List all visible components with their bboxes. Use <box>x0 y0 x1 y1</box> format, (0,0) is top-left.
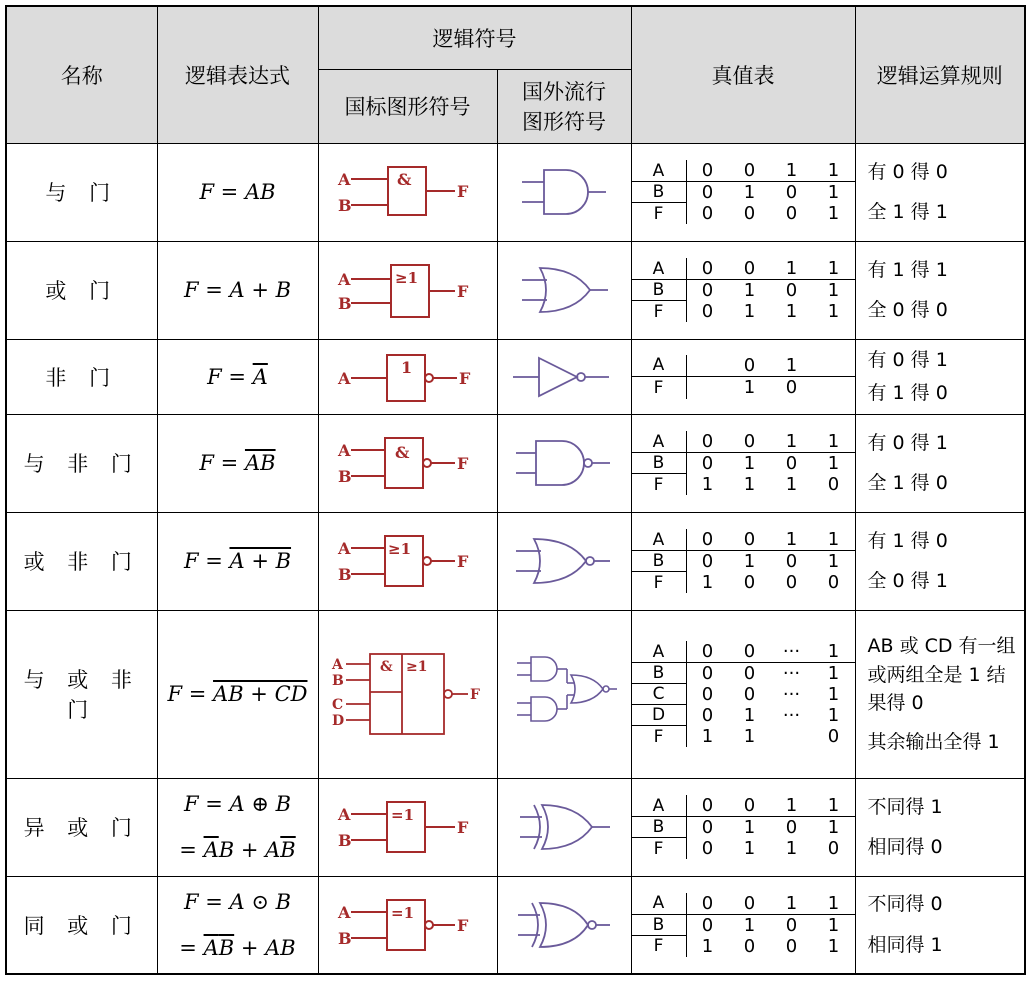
symbol-label: A <box>331 657 343 673</box>
truth-value: 1 <box>743 726 756 747</box>
xor-gate-gb-icon <box>333 792 483 862</box>
gb-symbol-xnor <box>318 876 497 974</box>
truth-value: 0 <box>785 551 798 572</box>
expression-part: + AB <box>234 935 296 960</box>
truth-value: 1 <box>771 431 813 453</box>
truth-label: F <box>632 377 687 399</box>
truth-value: 1 <box>785 474 798 495</box>
expression-part: A + B <box>229 549 292 573</box>
truth-table <box>631 778 855 876</box>
truth-label: B <box>632 817 687 838</box>
truth-value: 0 <box>701 838 714 859</box>
intl-symbol-xnor <box>497 876 631 974</box>
truth-value: 1 <box>701 726 714 747</box>
expression-part <box>158 925 318 971</box>
truth-value: 1 <box>813 893 855 915</box>
expression-part <box>158 827 318 873</box>
symbol-label: C <box>331 697 343 713</box>
truth-grid <box>632 795 855 859</box>
expression-part: F = <box>199 451 245 475</box>
truth-value: 1 <box>813 795 855 817</box>
truth-value: 0 <box>743 935 756 957</box>
rule-line: 全 1 得 1 <box>867 201 948 223</box>
row-not <box>6 339 1025 414</box>
truth-value: 1 <box>813 160 855 182</box>
truth-value: 1 <box>743 551 756 572</box>
not-gate-intl-icon <box>509 352 619 402</box>
truth-value: 1 <box>813 258 855 280</box>
truth-value: 1 <box>827 301 840 322</box>
truth-value: 0 <box>785 377 798 398</box>
truth-value: 1 <box>827 914 840 936</box>
symbol-label: A <box>337 441 350 460</box>
symbol-label: & <box>379 659 393 675</box>
rule-line: 不同得 0 <box>867 893 943 916</box>
truth-value: 1 <box>771 258 813 280</box>
or-gate-gb-icon <box>333 255 483 325</box>
truth-value: 1 <box>743 182 756 203</box>
gate-expression <box>157 610 318 778</box>
header-name: 名称 <box>6 6 157 143</box>
symbol-label: B <box>337 831 352 850</box>
symbol-label: B <box>337 565 352 584</box>
gate-expression: F = AB <box>157 143 318 241</box>
truth-value: 0 <box>785 182 798 203</box>
truth-grid <box>632 529 855 593</box>
header-truth: 真值表 <box>631 6 855 143</box>
truth-value: 0 <box>827 474 840 495</box>
symbol-label: 1 <box>400 357 412 377</box>
truth-label: C <box>632 684 687 705</box>
gb-symbol-nor <box>318 512 497 610</box>
expression-part: $\overline{B}$ <box>218 935 235 960</box>
truth-value: 1 <box>827 551 840 572</box>
xnor-gate-gb-icon <box>333 890 483 960</box>
gate-expression <box>157 414 318 512</box>
truth-value: 1 <box>743 705 756 726</box>
rule-line: AB 或 CD 有一组或两组全是 1 结果得 0 <box>867 635 1016 714</box>
truth-value: 1 <box>771 160 813 182</box>
truth-grid <box>632 641 855 747</box>
expression-part: F = <box>183 549 230 573</box>
expression-part: $\overline{A}$ <box>203 935 219 960</box>
row-xnor <box>6 876 1025 974</box>
truth-label: A <box>632 355 687 377</box>
truth-value <box>687 377 729 399</box>
gb-symbol-or <box>318 241 497 339</box>
truth-value: 1 <box>827 705 840 726</box>
truth-value: 0 <box>701 684 714 705</box>
truth-value: 1 <box>743 838 756 859</box>
truth-label: F <box>632 474 687 495</box>
logic-rules <box>855 241 1025 339</box>
truth-value: 0 <box>701 817 714 838</box>
truth-label: B <box>632 663 687 684</box>
aoi-gate-intl-icon <box>509 649 619 739</box>
truth-value: ··· <box>771 641 813 663</box>
truth-value: 1 <box>813 529 855 551</box>
aoi-gate-gb-icon <box>328 644 488 744</box>
symbol-label: ≥1 <box>387 540 411 558</box>
header-intl-line2: 图形符号 <box>522 110 606 134</box>
row-xor <box>6 778 1025 876</box>
truth-value: 1 <box>827 203 840 224</box>
gate-expression <box>157 339 318 414</box>
truth-value: 0 <box>701 914 714 936</box>
and-gate-gb-icon <box>333 157 483 227</box>
gate-name: 与 非 门 <box>6 414 157 512</box>
symbol-label: A <box>337 270 350 289</box>
symbol-label: =1 <box>390 903 414 922</box>
symbol-label: F <box>456 915 468 935</box>
truth-value: 1 <box>743 914 756 936</box>
truth-label: A <box>632 529 687 551</box>
truth-value: 0 <box>701 453 714 474</box>
intl-symbol-nor <box>497 512 631 610</box>
rule-line: 有 1 得 0 <box>867 381 948 404</box>
truth-value: 0 <box>827 572 840 593</box>
truth-label: A <box>632 258 687 280</box>
truth-value: 0 <box>701 280 714 301</box>
symbol-label: B <box>337 467 352 486</box>
truth-grid <box>632 160 855 224</box>
symbol-label: A <box>337 805 350 824</box>
truth-table <box>631 610 855 778</box>
truth-label: F <box>632 301 687 322</box>
rule-line: 有 1 得 0 <box>867 529 948 552</box>
truth-label: A <box>632 641 687 663</box>
truth-value: 0 <box>785 203 798 224</box>
gate-name: 或 非 门 <box>6 512 157 610</box>
expression-part: = <box>179 838 204 862</box>
truth-value: 0 <box>729 795 771 817</box>
intl-symbol-and <box>497 143 631 241</box>
truth-value: 0 <box>827 726 840 747</box>
truth-value: 1 <box>701 474 714 495</box>
symbol-label: B <box>331 673 344 689</box>
truth-value: 0 <box>701 301 714 322</box>
truth-value <box>813 377 855 399</box>
truth-value: 0 <box>687 160 729 182</box>
gate-name: 与 或 非 门 <box>6 610 157 778</box>
and-gate-intl-icon <box>514 162 614 222</box>
truth-value: 1 <box>827 182 840 203</box>
truth-grid <box>632 893 855 957</box>
rule-line: 其余输出全得 1 <box>867 730 1000 753</box>
truth-value: 1 <box>771 529 813 551</box>
truth-value: 0 <box>785 280 798 301</box>
truth-label: F <box>632 936 687 957</box>
symbol-label: F <box>469 687 480 703</box>
intl-symbol-or <box>497 241 631 339</box>
truth-value: 0 <box>729 641 771 663</box>
truth-label: B <box>632 453 687 474</box>
symbol-label: =1 <box>390 806 414 824</box>
truth-label: A <box>632 160 687 182</box>
symbol-label: D <box>331 713 344 729</box>
truth-table <box>631 241 855 339</box>
header-rules: 逻辑运算规则 <box>855 6 1025 143</box>
truth-value: 0 <box>827 838 840 859</box>
header-intl-symbol <box>497 69 631 143</box>
symbol-label: F <box>456 552 468 571</box>
truth-value: 1 <box>743 474 756 495</box>
truth-value: 1 <box>813 641 855 663</box>
logic-rules <box>855 339 1025 414</box>
truth-value: 0 <box>687 893 729 915</box>
truth-grid <box>632 431 855 495</box>
rule-line: 全 0 得 1 <box>867 570 948 592</box>
symbol-label: & <box>394 443 409 462</box>
truth-label: F <box>632 726 687 747</box>
gate-name: 或 门 <box>6 241 157 339</box>
truth-value: 0 <box>701 182 714 203</box>
symbol-label: F <box>456 818 468 837</box>
truth-value: 1 <box>827 684 840 705</box>
logic-rules <box>855 778 1025 876</box>
rule-line: 有 0 得 1 <box>867 349 948 372</box>
gb-symbol-xor <box>318 778 497 876</box>
rule-line: 有 1 得 1 <box>867 258 948 281</box>
truth-value: 1 <box>785 301 798 322</box>
truth-value: 0 <box>687 795 729 817</box>
truth-value <box>687 355 729 377</box>
truth-value: 1 <box>701 572 714 593</box>
gb-symbol-nand <box>318 414 497 512</box>
truth-value: 0 <box>687 258 729 280</box>
truth-value: 0 <box>785 817 798 838</box>
truth-value: 0 <box>729 160 771 182</box>
truth-label: A <box>632 795 687 817</box>
truth-value: 1 <box>827 663 840 684</box>
truth-value: 0 <box>701 663 714 684</box>
truth-value: 1 <box>743 377 756 398</box>
expression-part: $\overline{A}$ <box>252 364 268 389</box>
symbol-label: F <box>456 182 468 201</box>
nand-gate-gb-icon <box>333 428 483 498</box>
rule-line: 全 1 得 0 <box>867 472 948 494</box>
symbol-label: B <box>337 196 352 215</box>
truth-table <box>631 143 855 241</box>
truth-value: 0 <box>743 663 756 684</box>
expression-part: $\overline{B}$ <box>280 838 296 862</box>
nor-gate-gb-icon <box>333 526 483 596</box>
symbol-label: A <box>337 539 350 558</box>
symbol-label: ≥1 <box>394 269 418 287</box>
logic-rules <box>855 610 1025 778</box>
truth-label: B <box>632 182 687 203</box>
truth-label: F <box>632 838 687 859</box>
truth-value: 1 <box>827 453 840 474</box>
truth-grid <box>632 258 855 322</box>
or-gate-intl-icon <box>514 260 614 320</box>
truth-value: 0 <box>785 453 798 474</box>
truth-value: 1 <box>771 893 813 915</box>
row-nand <box>6 414 1025 512</box>
truth-value: 1 <box>813 431 855 453</box>
gate-name: 异 或 门 <box>6 778 157 876</box>
intl-symbol-aoi <box>497 610 631 778</box>
gb-symbol-not <box>318 339 497 414</box>
row-and <box>6 143 1025 241</box>
truth-value: 0 <box>701 551 714 572</box>
gate-name: 非 门 <box>6 339 157 414</box>
logic-rules <box>855 143 1025 241</box>
intl-symbol-not <box>497 339 631 414</box>
truth-value: 1 <box>827 280 840 301</box>
truth-table <box>631 339 855 414</box>
rule-line: 全 0 得 0 <box>867 299 948 321</box>
truth-value: 0 <box>687 529 729 551</box>
rule-line: 相同得 1 <box>867 933 943 956</box>
truth-value: ··· <box>782 684 801 705</box>
intl-symbol-nand <box>497 414 631 512</box>
expression-part: = <box>179 935 204 960</box>
header-symbol: 逻辑符号 <box>318 6 631 69</box>
rule-line: 有 0 得 1 <box>867 431 948 454</box>
truth-value: 1 <box>743 453 756 474</box>
truth-value: 0 <box>743 203 756 224</box>
truth-value <box>771 726 813 747</box>
truth-label: A <box>632 431 687 453</box>
truth-value <box>813 355 855 377</box>
expression-part: AB + CD <box>213 682 308 706</box>
row-or <box>6 241 1025 339</box>
expression-part: F = A ⊙ B <box>183 889 292 914</box>
header-expr: 逻辑表达式 <box>157 6 318 143</box>
rule-line: 不同得 1 <box>867 795 943 818</box>
gb-symbol-aoi <box>318 610 497 778</box>
expression-part: $\overline{AB}$ <box>244 451 276 475</box>
logic-gate-table <box>5 5 1026 975</box>
truth-label: F <box>632 572 687 593</box>
gate-name: 与 门 <box>6 143 157 241</box>
rule-line: 有 0 得 0 <box>867 160 948 183</box>
symbol-label: ≥1 <box>405 659 427 675</box>
truth-label: D <box>632 705 687 726</box>
truth-value: 1 <box>771 355 813 377</box>
gb-symbol-and <box>318 143 497 241</box>
truth-value: 1 <box>743 817 756 838</box>
logic-rules <box>855 512 1025 610</box>
expression-part: F = <box>207 364 253 389</box>
intl-symbol-xor <box>497 778 631 876</box>
header-intl-line1: 国外流行 <box>522 80 606 104</box>
truth-value: 0 <box>729 893 771 915</box>
expression-part: F = A ⊕ B <box>183 792 292 816</box>
truth-value: 0 <box>743 684 756 705</box>
truth-label: B <box>632 551 687 572</box>
gate-name: 同 或 门 <box>6 876 157 974</box>
truth-value: 1 <box>827 817 840 838</box>
symbol-label: & <box>396 170 411 189</box>
truth-label: A <box>632 893 687 915</box>
xnor-gate-intl-icon <box>514 895 614 955</box>
expression-part: B + A <box>218 838 281 862</box>
gate-expression <box>157 778 318 876</box>
truth-value: 1 <box>785 838 798 859</box>
truth-label: F <box>632 203 687 224</box>
truth-value: 0 <box>729 258 771 280</box>
nor-gate-intl-icon <box>514 531 614 591</box>
nand-gate-intl-icon <box>514 433 614 493</box>
logic-rules <box>855 414 1025 512</box>
truth-table <box>631 876 855 974</box>
rule-line: 相同得 0 <box>867 836 943 858</box>
symbol-label: A <box>337 902 350 922</box>
truth-value: 0 <box>785 935 798 957</box>
gate-expression <box>157 876 318 974</box>
row-nor <box>6 512 1025 610</box>
row-aoi <box>6 610 1025 778</box>
truth-value: 1 <box>743 280 756 301</box>
truth-value: 0 <box>729 529 771 551</box>
truth-table <box>631 414 855 512</box>
header-gb-symbol: 国标图形符号 <box>318 69 497 143</box>
truth-value: 0 <box>701 705 714 726</box>
truth-value: 1 <box>701 935 714 957</box>
truth-value: 0 <box>785 572 798 593</box>
logic-rules <box>855 876 1025 974</box>
truth-value: 0 <box>785 914 798 936</box>
expression-part: F = <box>167 682 214 706</box>
symbol-label: B <box>337 294 352 313</box>
xor-gate-intl-icon <box>514 797 614 857</box>
truth-value: 1 <box>743 301 756 322</box>
symbol-label: F <box>458 368 470 388</box>
truth-label: B <box>632 280 687 301</box>
truth-value: 0 <box>687 431 729 453</box>
symbol-label: A <box>337 368 350 388</box>
truth-value: 1 <box>827 935 840 957</box>
truth-value: 0 <box>687 641 729 663</box>
truth-value: 0 <box>701 203 714 224</box>
gate-expression <box>157 512 318 610</box>
symbol-label: F <box>456 282 468 301</box>
not-gate-gb-icon <box>333 347 483 407</box>
truth-value: 0 <box>729 431 771 453</box>
truth-value: 0 <box>729 355 771 377</box>
truth-value: 0 <box>743 572 756 593</box>
truth-value: ··· <box>782 705 801 726</box>
truth-label: B <box>632 915 687 936</box>
truth-table <box>631 512 855 610</box>
truth-grid <box>632 355 855 399</box>
symbol-label: B <box>337 928 352 948</box>
symbol-label: F <box>456 454 468 473</box>
gate-expression: F = A + B <box>157 241 318 339</box>
expression-part: $\overline{A}$ <box>203 838 219 862</box>
truth-value: ··· <box>782 663 801 684</box>
symbol-label: A <box>337 170 350 189</box>
truth-value: 1 <box>771 795 813 817</box>
